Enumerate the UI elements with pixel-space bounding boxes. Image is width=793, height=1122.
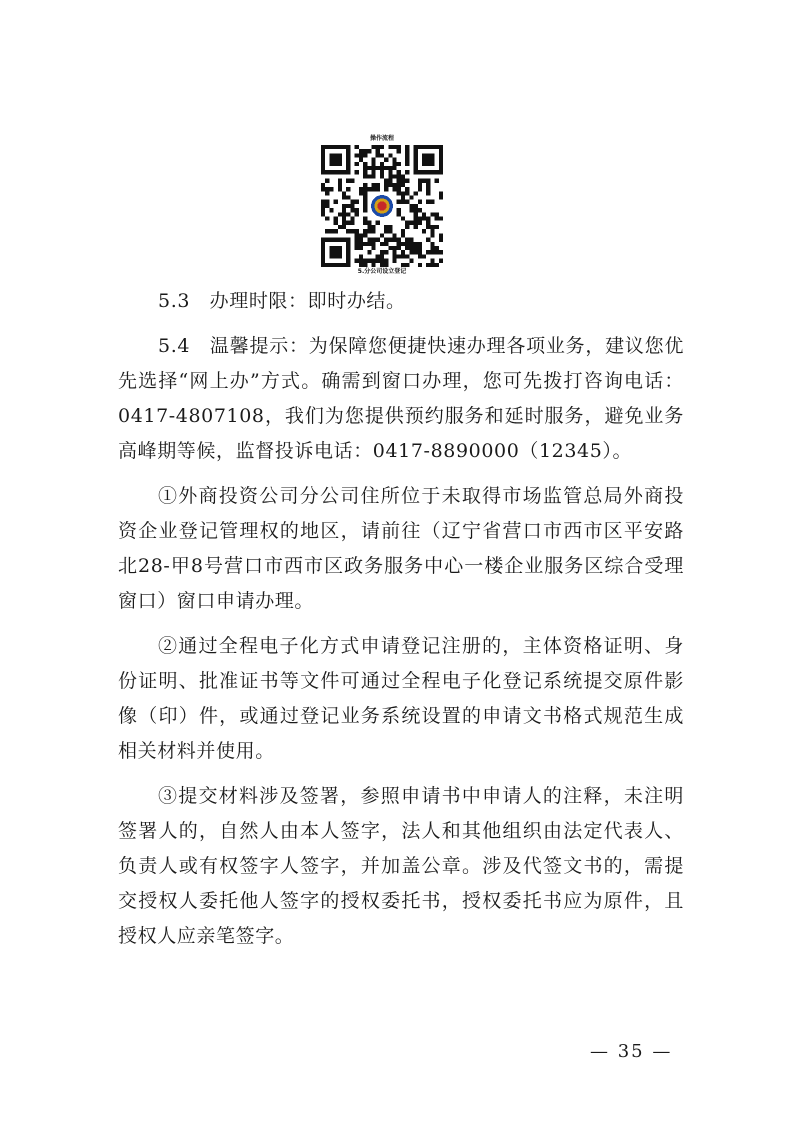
qr-code-image[interactable] [321,145,443,267]
document-body [118,284,684,964]
page-number: — 35 — [590,1041,673,1062]
paragraph-tips: 5.4 温馨提示：为保障您便捷快速办理各项业务，建议您优先选择“网上办”方式。确需到窗口办理，您可先拨打咨询电话：0417-4807108，我们为您提供预约服务和延时服务，避免业务高峰期等候，监督投诉电话：0417-8890000（12345）。 [118,335,684,462]
paragraph-time-limit: 5.3 办理时限：即时办结。 [158,290,406,312]
paragraph-note-3: ③提交材料涉及签署，参照申请书中申请人的注释，未注明签署人的，自然人由本人签字，法人和其他组织由法定代表人、负责人或有权签字人签字，并加盖公章。涉及代签文书的，需提交授权人委托他人签字的授权委托书，授权委托书应为原件，且授权人应亲笔签字。 [118,785,684,947]
qr-title: 操作流程 [369,135,394,142]
qr-code-block [318,134,446,277]
paragraph-note-1: ①外商投资公司分公司住所位于未取得市场监管总局外商投资企业登记管理权的地区，请前往（辽宁省营口市西市区平安路北28-甲8号营口市西市区政务服务中心一楼企业服务区综合受理窗口）窗口申请办理。 [118,485,684,612]
emblem-icon [369,193,394,218]
paragraph-note-2: ②通过全程电子化方式申请登记注册的，主体资格证明、身份证明、批准证书等文件可通过全程电子化登记系统提交原件影像（印）件，或通过登记业务系统设置的申请文书格式规范生成相关材料并使用。 [118,635,684,762]
qr-caption: 5.分公司设立登记 [357,268,407,275]
